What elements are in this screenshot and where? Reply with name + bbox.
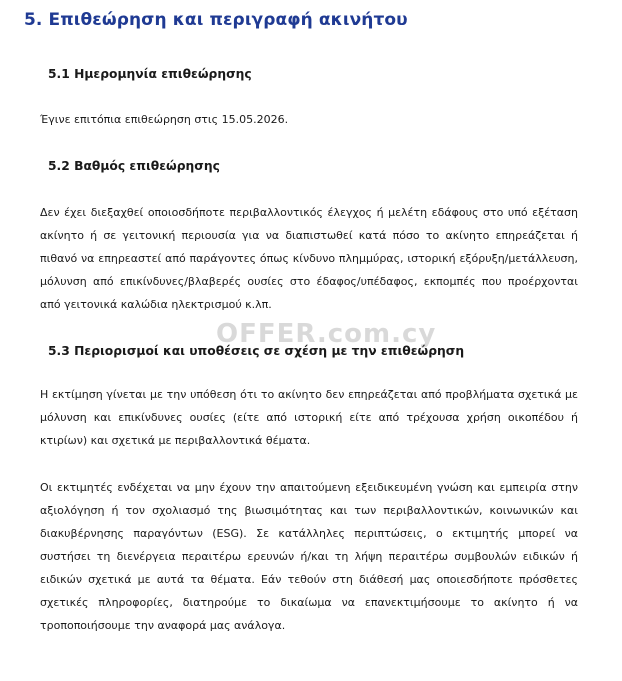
section-title: 5. Επιθεώρηση και περιγραφή ακινήτου (24, 10, 408, 30)
subsection-heading-inspection-extent: 5.2 Βαθμός επιθεώρησης (48, 159, 220, 173)
watermark-logo: OFFER.com.cy (216, 319, 437, 349)
subsection-heading-limitations: 5.3 Περιορισμοί και υποθέσεις σε σχέση με την επιθεώρηση (48, 344, 465, 358)
paragraph-inspection-date: Έγινε επιτόπια επιθεώρηση στις 15.05.2026. (40, 113, 289, 126)
subsection-heading-inspection-date: 5.1 Ημερομηνία επιθεώρησης (48, 67, 252, 81)
paragraph-inspection-extent: Δεν έχει διεξαχθεί οποιοσδήποτε περιβαλλοντικός έλεγχος ή μελέτη εδάφους στο υπό εξέταση ακίνητο ή σε γειτονική περιουσία για να διαπιστωθεί κατά πόσο το ακίνητο επηρεάζεται ή πιθανό να επηρεαστεί από παράγοντες όπως κίνδυνο πλημμύρας, ιστορική εξόρυξη/μετάλλευση, μόλυνση από επικίνδυνες/βλαβερές ουσίες στο έδαφος/υπέδαφος, εκπομπές που προέρχονται από γειτονικά καλώδια ηλεκτρισμού κ.λπ. (40, 206, 578, 311)
paragraph-limitations-esg: Οι εκτιμητές ενδέχεται να μην έχουν την απαιτούμενη εξειδικευμένη γνώση και εμπειρία στην αξιολόγηση ή τον σχολιασμό της βιωσιμότητας και των περιβαλλοντικών, κοινωνικών και διακυβέρνησης παραγόντων (ESG). Σε κατάλληλες περιπτώσεις, ο εκτιμητής μπορεί να συστήσει τη διενέργεια περαιτέρω ερευνών ή/και τη λήψη περαιτέρω συμβουλών ειδικών ή ειδικών σχετικά με αυτά τα θέματα. Εάν τεθούν στη διάθεσή μας οποιεσδήποτε πρόσθετες σχετικές πληροφορίες, διατηρούμε το δικαίωμα να επανεκτιμήσουμε το ακίνητο ή να τροποποιήσουμε την αναφορά μας ανάλογα. (40, 481, 578, 632)
paragraph-limitations-assumption: Η εκτίμηση γίνεται με την υπόθεση ότι το ακίνητο δεν επηρεάζεται από προβλήματα σχετικά με μόλυνση και επικίνδυνες ουσίες (είτε από ιστορική είτε από τρέχουσα χρήση οικοπέδου ή κτιρίων) και σχετικά με περιβαλλοντικά θέματα. (40, 388, 578, 447)
